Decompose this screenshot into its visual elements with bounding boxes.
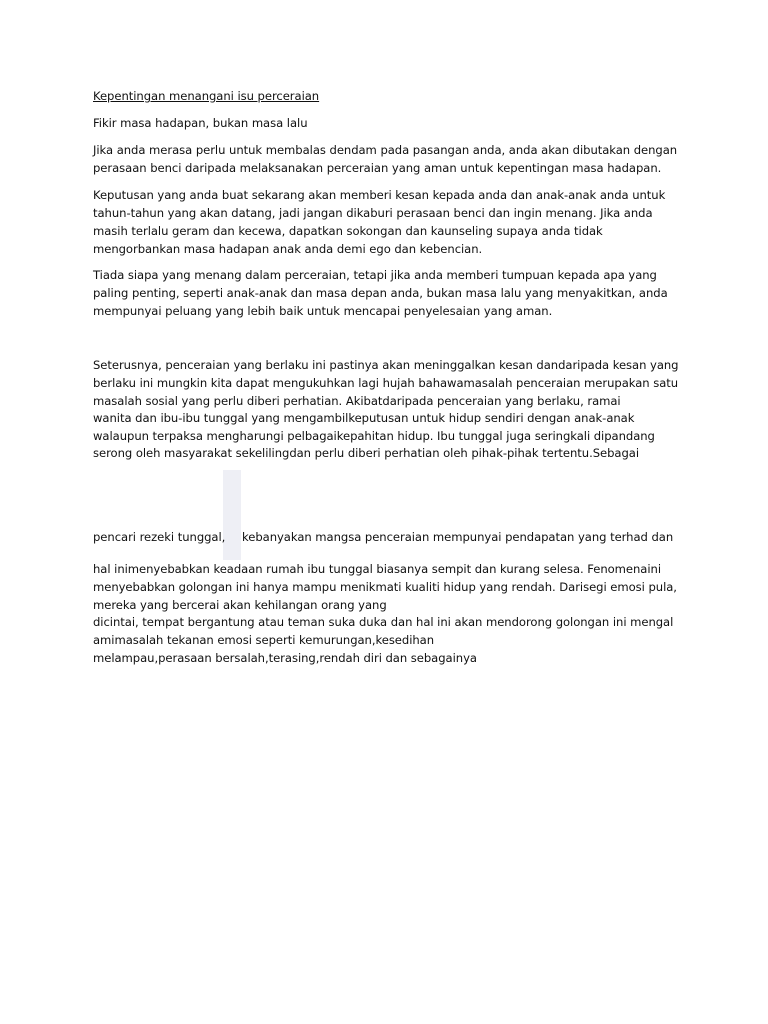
paragraph-line: wanita dan ibu-ibu tunggal yang mengambilkeputusan untuk hidup sendiri dengan anak-anak xyxy=(93,411,635,425)
paragraph-line: tahun-tahun yang akan datang, jadi jangan dikaburi perasaan benci dan ingin menang. Jika anda xyxy=(93,206,653,220)
document-title: Kepentingan menangani isu perceraian xyxy=(93,89,320,103)
paragraph-line: masalah sosial yang perlu diberi perhatian. Akibatdaripada penceraian yang berlaku, ramai xyxy=(93,394,621,408)
paragraph-line: menyebabkan golongan ini hanya mampu menikmati kualiti hidup yang rendah. Darisegi emosi pula, xyxy=(93,580,677,594)
paragraph-line: Jika anda merasa perlu untuk membalas dendam pada pasangan anda, anda akan dibutakan dengan xyxy=(93,143,678,157)
paragraph-line: Keputusan yang anda buat sekarang akan memberi kesan kepada anda dan anak-anak anda untuk xyxy=(93,188,666,202)
paragraph-line: masih terlalu geram dan kecewa, dapatkan sokongan dan kaunseling supaya anda tidak xyxy=(93,224,603,238)
paragraph-line: mereka yang bercerai akan kehilangan orang yang xyxy=(93,598,387,612)
split-line-right: kebanyakan mangsa penceraian mempunyai pendapatan yang terhad dan xyxy=(242,530,674,544)
document-subtitle: Fikir masa hadapan, bukan masa lalu xyxy=(93,116,308,130)
paragraph-line: Seterusnya, penceraian yang berlaku ini pastinya akan meninggalkan kesan dandaripada kesan yang xyxy=(93,358,679,372)
paragraph-line: mempunyai peluang yang lebih baik untuk mencapai penyelesaian yang aman. xyxy=(93,304,553,318)
paragraph-line: hal inimenyebabkan keadaan rumah ibu tunggal biasanya sempit dan kurang selesa. Fenomenaini xyxy=(93,562,662,576)
paragraph-line: berlaku ini mungkin kita dapat mengukuhkan lagi hujah bahawamasalah penceraian merupakan satu xyxy=(93,376,679,390)
text-cursor-shade xyxy=(223,470,241,560)
split-line-left: pencari rezeki tunggal, xyxy=(93,530,226,544)
paragraph-line: melampau,perasaan bersalah,terasing,rendah diri dan sebagainya xyxy=(93,651,477,665)
paragraph-line: dicintai, tempat bergantung atau teman suka duka dan hal ini akan mendorong golongan ini mengal xyxy=(93,615,674,629)
paragraph-line: perasaan benci daripada melaksanakan perceraian yang aman untuk kepentingan masa hadapan. xyxy=(93,161,662,175)
paragraph-line: serong oleh masyarakat sekelilingdan perlu diberi perhatian oleh pihak-pihak tertentu.Sebagai xyxy=(93,446,640,460)
paragraph-line: mengorbankan masa hadapan anak anda demi ego dan kebencian. xyxy=(93,242,483,256)
paragraph-line: paling penting, seperti anak-anak dan masa depan anda, bukan masa lalu yang menyakitkan, anda xyxy=(93,286,668,300)
paragraph-line: amimasalah tekanan emosi seperti kemurungan,kesedihan xyxy=(93,633,435,647)
paragraph-line: Tiada siapa yang menang dalam perceraian, tetapi jika anda memberi tumpuan kepada apa yang xyxy=(93,268,657,282)
paragraph-line: walaupun terpaksa mengharungi pelbagaikepahitan hidup. Ibu tunggal juga seringkali dipandang xyxy=(93,429,655,443)
